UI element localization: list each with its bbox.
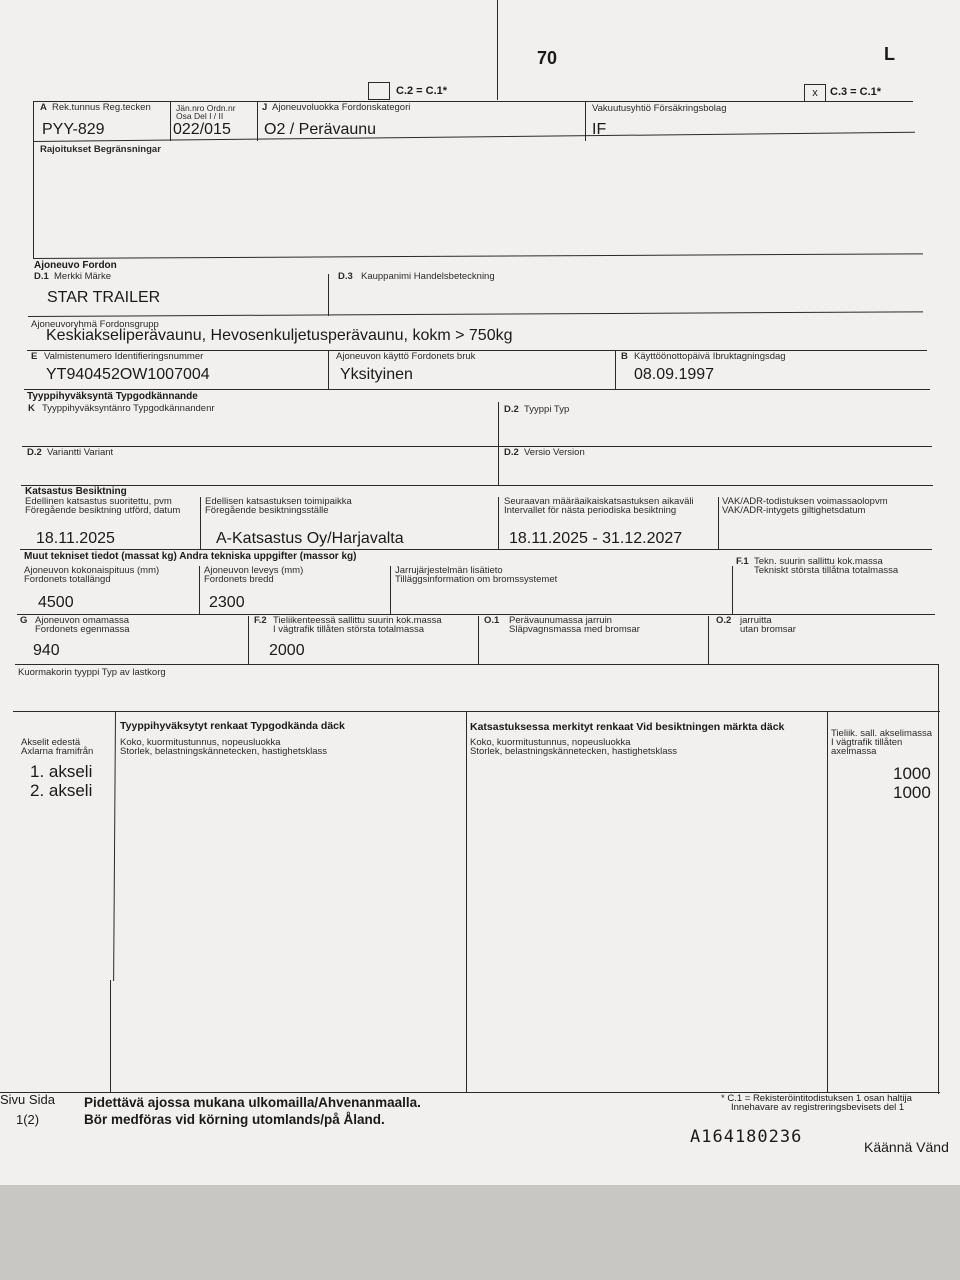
top-divider — [497, 0, 498, 100]
vehicle-category: O2 / Perävaunu — [264, 121, 377, 138]
carry-notice-fi: Pidettävä ajossa mukana ulkomailla/Ahvenanmaalla. — [84, 1095, 421, 1110]
part-label-2: Osa Del I / II — [176, 111, 224, 121]
c1-note: * C.1 = Rekisteröintitodistuksen 1 osan haltija — [721, 1093, 912, 1104]
axle-1: 1. akseli — [30, 762, 93, 781]
type-approval-number-label: Tyyppihyväksyntänro Typgodkännandenr — [42, 403, 215, 414]
o1-label-sv: Släpvagnsmassa med bromsar — [509, 624, 640, 635]
brake-info-label-sv: Tilläggsinformation om bromssystemet — [395, 574, 558, 585]
trade-name-label: Kauppanimi Handelsbeteckning — [361, 271, 495, 282]
inspected-tires-label: Koko, kuormitustunnus, nopeusluokka — [470, 737, 631, 748]
total-length: 4500 — [38, 594, 74, 611]
part-number: 022/015 — [173, 121, 231, 138]
axle-mass-1: 1000 — [893, 764, 931, 783]
prev-inspection-date: 18.11.2025 — [36, 530, 115, 547]
vehicle-width: 2300 — [209, 594, 245, 611]
variant-label: Variantti Variant — [47, 447, 114, 458]
brake-info-label: Jarrujärjestelmän lisätieto — [395, 565, 503, 576]
inspected-tires-label-sv: Storlek, belastningskännetecken, hastighetsklass — [470, 746, 678, 757]
prev-inspection-label-sv: Föregående besiktning utförd, datum — [25, 505, 181, 516]
axle-2: 2. akseli — [30, 781, 93, 800]
max-road-mass: 2000 — [269, 642, 305, 659]
vin-label: Valmistenumero Identifieringsnummer — [44, 351, 204, 362]
vehicle-group: Keskiakseliperävaunu, Hevosenkuljetusperävaunu, kokm > 750kg — [46, 327, 513, 344]
make-label: Merkki Märke — [54, 271, 112, 282]
insurer: IF — [592, 121, 607, 138]
width-label-sv: Fordonets bredd — [204, 574, 274, 585]
o2-label: jarruitta — [740, 615, 772, 626]
prev-place-label-sv: Föregående besiktningsställe — [205, 505, 329, 516]
o1-label: Perävaunumassa jarruin — [509, 615, 612, 626]
restrictions-label: Rajoitukset Begränsningar — [40, 144, 161, 155]
o2-code: O.2 — [716, 615, 732, 626]
first-use-label: Käyttöönottopäivä Ibruktagningsdag — [634, 351, 786, 362]
desk-surface — [0, 1185, 960, 1280]
c3-checkbox: x — [804, 84, 826, 102]
axles-label-sv: Axlarna framifrån — [21, 746, 94, 757]
d2-type-code: D.2 — [504, 404, 519, 415]
adr-label: VAK/ADR-todistuksen voimassaolopvm — [722, 496, 888, 507]
turn-page-label: Käännä Vänd — [864, 1139, 949, 1155]
group-label: Ajoneuvoryhmä Fordonsgrupp — [31, 319, 159, 330]
d2-variant-code: D.2 — [27, 447, 42, 458]
e-code: E — [31, 351, 38, 362]
c2-label: C.2 = C.1* — [396, 85, 448, 97]
next-interval-label: Seuraavan määräaikaiskatsastuksen aikaväli — [504, 496, 694, 507]
approved-tires-label: Koko, kuormitustunnus, nopeusluokka — [120, 737, 281, 748]
type-label: Tyyppi Typ — [524, 404, 570, 415]
inspected-tires-title: Katsastuksessa merkityt renkaat Vid besiktningen märkta däck — [470, 721, 785, 733]
reg-number: PYY-829 — [42, 121, 105, 138]
c1-note-sv: Innehavare av registreringsbevisets del 1 — [731, 1102, 905, 1113]
g-code: G — [20, 615, 28, 626]
axle-mass-label-3: axelmassa — [831, 746, 877, 757]
insurer-label: Vakuutusyhtiö Försäkringsbolag — [592, 103, 727, 114]
c2-checkbox — [368, 82, 390, 100]
prev-inspection-label: Edellinen katsastus suoritettu, pvm — [25, 496, 172, 507]
adr-label-sv: VAK/ADR-intygets giltighetsdatum — [722, 505, 866, 516]
f2-label: Tieliikenteessä sallittu suurin kok.massa — [273, 615, 442, 626]
axles-label: Akselit edestä — [21, 737, 81, 748]
axle-mass-2: 1000 — [893, 783, 931, 802]
form-letter: L — [884, 44, 895, 64]
d3-code: D.3 — [338, 271, 353, 282]
category-label: Ajoneuvoluokka Fordonskategori — [272, 102, 411, 113]
page-label: Sivu Sida — [0, 1092, 55, 1107]
category-code: J — [262, 102, 268, 113]
own-mass-label: Ajoneuvon omamassa — [35, 615, 129, 626]
approved-tires-label-sv: Storlek, belastningskännetecken, hastighetsklass — [120, 746, 328, 757]
body-type-label: Kuormakorin tyyppi Typ av lastkorg — [18, 667, 166, 678]
type-approval-section: Tyyppihyväksyntä Typgodkännande — [27, 391, 198, 402]
c3-label: C.3 = C.1* — [830, 86, 882, 98]
tech-section: Muut tekniset tiedot (massat kg) Andra tekniska uppgifter (massor kg) — [24, 551, 357, 562]
serial-number: A164180236 — [690, 1127, 803, 1147]
own-mass: 940 — [33, 642, 60, 659]
version-label: Versio Version — [524, 447, 585, 458]
form-number: 70 — [537, 48, 558, 68]
f2-label-sv: I vägtrafik tillåten största totalmassa — [273, 624, 425, 635]
f2-code: F.2 — [254, 615, 267, 626]
use-label: Ajoneuvon käyttö Fordonets bruk — [336, 351, 476, 362]
f1-code: F.1 — [736, 556, 749, 567]
k-code: K — [28, 403, 35, 414]
axle-mass-label-2: I vägtrafik tillåten — [831, 737, 903, 748]
inspection-section: Katsastus Besiktning — [25, 486, 127, 497]
d1-code: D.1 — [34, 271, 49, 282]
axle-mass-label: Tieliik. sall. akselimassa — [831, 728, 933, 739]
make: STAR TRAILER — [47, 289, 161, 306]
vehicle-use: Yksityinen — [340, 366, 413, 383]
next-inspection-interval: 18.11.2025 - 31.12.2027 — [509, 530, 683, 547]
o1-code: O.1 — [484, 615, 500, 626]
prev-place-label: Edellisen katsastuksen toimipaikka — [205, 496, 352, 507]
length-label: Ajoneuvon kokonaispituus (mm) — [24, 565, 160, 576]
o2-label-sv: utan bromsar — [740, 624, 796, 635]
vehicle-section: Ajoneuvo Fordon — [34, 260, 117, 271]
next-interval-label-sv: Intervallet för nästa periodiska besiktning — [504, 505, 677, 516]
reg-code: A — [40, 102, 47, 113]
carry-notice-sv: Bör medföras vid körning utomlands/på Åland. — [84, 1112, 385, 1127]
approved-tires-title: Tyyppihyväksytyt renkaat Typgodkända däck — [120, 720, 345, 732]
part-label: Jän.nro Ordn.nr — [176, 103, 236, 113]
f1-label-sv: Tekniskt största tillåtna totalmassa — [754, 565, 899, 576]
vin: YT940452OW1007004 — [46, 366, 210, 383]
length-label-sv: Fordonets totallängd — [24, 574, 111, 585]
reg-label: Rek.tunnus Reg.tecken — [52, 102, 151, 113]
page-number: 1(2) — [16, 1112, 40, 1127]
d2-version-code: D.2 — [504, 447, 519, 458]
own-mass-label-sv: Fordonets egenmassa — [35, 624, 130, 635]
width-label: Ajoneuvon leveys (mm) — [204, 565, 304, 576]
prev-inspection-place: A-Katsastus Oy/Harjavalta — [216, 530, 404, 547]
b-code: B — [621, 351, 628, 362]
f1-label: Tekn. suurin sallittu kok.massa — [754, 556, 883, 567]
first-use-date: 08.09.1997 — [634, 366, 715, 383]
